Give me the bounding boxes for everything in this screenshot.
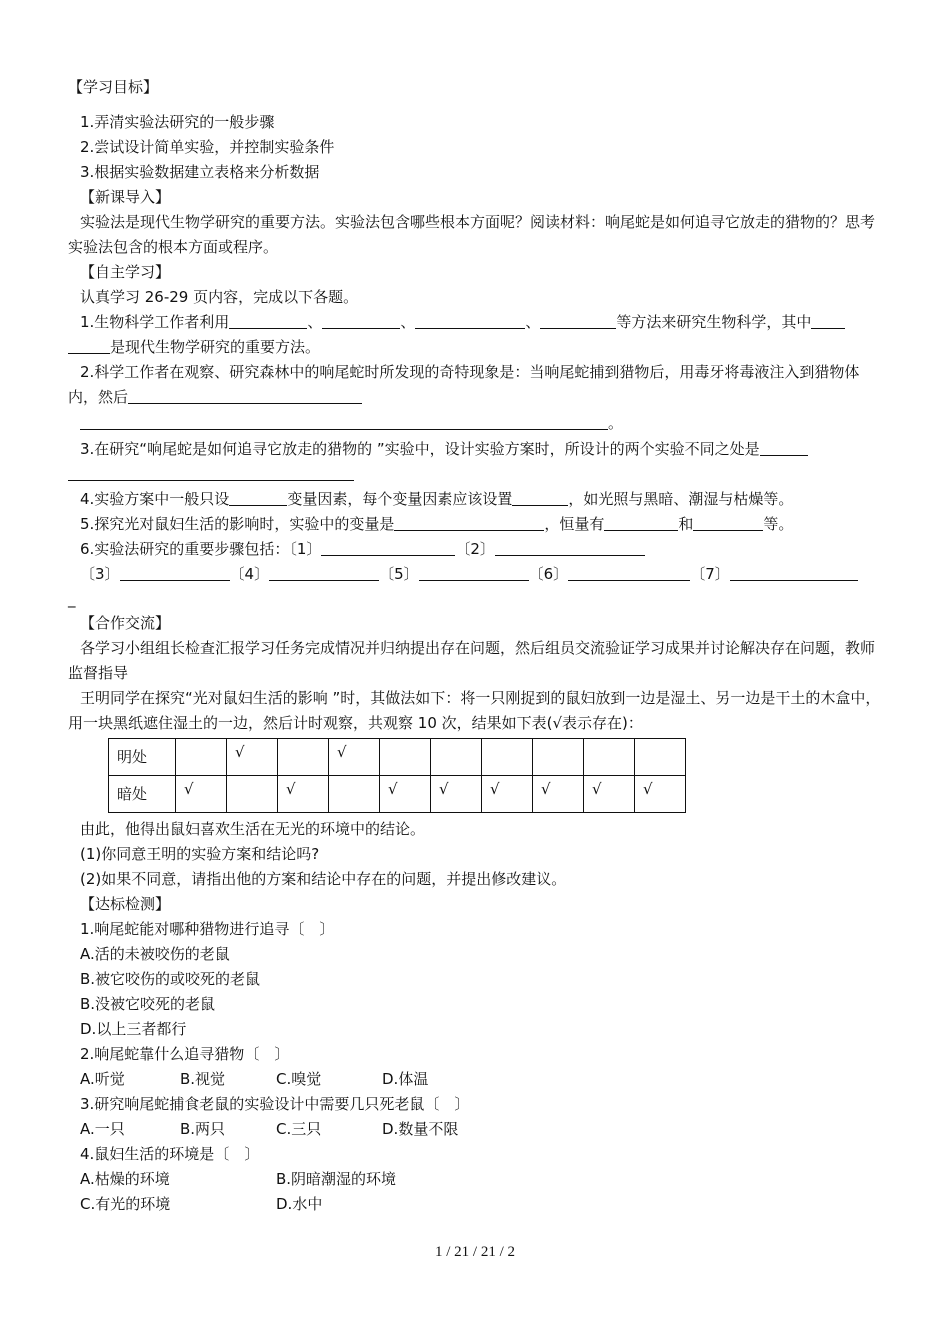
option[interactable]: B.没被它咬死的老鼠 [80,995,216,1013]
table-cell [176,739,227,776]
answer-blank[interactable] [760,439,808,456]
observation-table [108,738,686,813]
table-cell [329,776,380,813]
option[interactable]: D.数量不限 [382,1120,459,1138]
self-study-instruction: 认真学习 26-29 页内容，完成以下各题。 [80,288,359,306]
table-cell [482,739,533,776]
answer-blank[interactable] [604,514,678,531]
question-4: 4.实验方案中一般只设 变量因素，每个变量因素应该设置 ，如光照与黑暗、潮湿与枯燥等。 [80,490,794,508]
table-cell: √ [431,776,482,813]
test-question-4: 4.鼠妇生活的环境是〔 〕 [80,1145,260,1163]
table-cell [227,776,278,813]
table-cell [533,739,584,776]
answer-blank[interactable] [415,312,525,329]
coop-ask-1: (1)你同意王明的实验方案和结论吗? [80,845,320,863]
table-cell: √ [380,776,431,813]
table-cell: √ [584,776,635,813]
table-row [109,776,686,813]
answer-blank[interactable] [730,564,858,581]
question-3-cont [68,462,884,487]
question-6-tail: _ [68,590,76,608]
table-cell [380,739,431,776]
table-cell [584,739,635,776]
coop-text-2: 王明同学在探究“光对鼠妇生活的影响 ”时，其做法如下：将一只刚捉到的鼠妇放到一边是湿土、另一边是干土的木盒中，用一块黑纸遮住湿土的一边，然后计时观察，共观察 10 次，结果如下表(√表示存在)： [68,689,881,732]
question-1-cont: 是现代生物学研究的重要方法。 [68,335,884,360]
option[interactable]: D.以上三者都行 [80,1020,187,1038]
option[interactable]: C.三只 [276,1120,322,1138]
answer-blank[interactable] [321,539,455,556]
question-5: 5.探究光对鼠妇生活的影响时，实验中的变量是 ，恒量有 和 等。 [80,515,794,533]
table-cell: √ [635,776,686,813]
answer-blank[interactable] [811,312,845,329]
answer-blank[interactable] [568,564,690,581]
coop-heading: 【合作交流】 [80,614,171,632]
option[interactable]: B.两只 [180,1120,226,1138]
option[interactable]: B.视觉 [180,1070,226,1088]
goal-item: 2.尝试设计简单实验，并控制实验条件 [80,138,335,156]
test-question-2: 2.响尾蛇靠什么追寻猎物〔 〕 [80,1045,290,1063]
options-row [68,1067,884,1092]
option[interactable]: D.水中 [276,1195,323,1213]
table-cell: √ [482,776,533,813]
answer-blank[interactable] [693,514,763,531]
intro-text: 实验法是现代生物学研究的重要方法。实验法包含哪些根本方面呢？阅读材料：响尾蛇是如何追寻它放走的猎物的？思考实验法包含的根本方面或程序。 [68,213,876,256]
answer-blank[interactable] [495,539,645,556]
question-1: 1.生物科学工作者利用 、 、 、 等方法来研究生物科学，其中 [68,310,884,335]
goals-heading: 【学习目标】 [68,78,159,96]
question-3: 3.在研究“响尾蛇是如何追寻它放走的猎物的 ”实验中，设计实验方案时，所设计的两个实验不同之处是 [68,437,884,462]
table-cell: √ [227,739,278,776]
answer-blank[interactable] [419,564,529,581]
row-label: 暗处 [109,776,176,813]
answer-blank[interactable] [80,413,608,430]
page-number: 1 / 21 / 21 / 2 [434,1244,515,1260]
question-2: 2.科学工作者在观察、研究森林中的响尾蛇时所发现的奇特现象是：当响尾蛇捕到猎物后，用毒牙将毒液注入到猎物体内，然后 [68,363,860,406]
question-6: 6.实验法研究的重要步骤包括：〔1〕 〔2〕 [68,537,884,562]
row-label: 明处 [109,739,176,776]
answer-blank[interactable] [68,464,354,481]
question-2-cont: 。 [68,411,884,436]
options-row [68,1167,884,1192]
table-cell: √ [533,776,584,813]
intro-heading: 【新课导入】 [80,188,171,206]
answer-blank[interactable] [540,312,616,329]
table-cell: √ [176,776,227,813]
answer-blank[interactable] [322,312,400,329]
option[interactable]: A.枯燥的环境 [80,1170,170,1188]
self-study-heading: 【自主学习】 [80,263,171,281]
option[interactable]: B.被它咬伤的或咬死的老鼠 [80,970,261,988]
option[interactable]: C.嗅觉 [276,1070,322,1088]
answer-blank[interactable] [229,489,287,506]
options-row [68,1192,884,1217]
test-heading: 【达标检测】 [80,895,171,913]
answer-blank[interactable] [229,312,307,329]
option[interactable]: B.阴暗潮湿的环境 [276,1170,397,1188]
answer-blank[interactable] [269,564,379,581]
goal-item: 1.弄清实验法研究的一般步骤 [80,113,275,131]
table-cell: √ [329,739,380,776]
table-row [109,739,686,776]
table-cell [278,739,329,776]
table-cell: √ [278,776,329,813]
coop-conclusion: 由此，他得出鼠妇喜欢生活在无光的环境中的结论。 [80,820,426,838]
option[interactable]: A.听觉 [80,1070,125,1088]
coop-text-1: 各学习小组组长检查汇报学习任务完成情况并归纳提出存在问题，然后组员交流验证学习成果并讨论解决存在问题，教师监督指导 [68,639,876,682]
test-question-1: 1.响尾蛇能对哪种猎物进行追寻〔 〕 [80,920,335,938]
answer-blank[interactable] [120,564,230,581]
table-cell [431,739,482,776]
option[interactable]: A.活的未被咬伤的老鼠 [80,945,230,963]
option[interactable]: A.一只 [80,1120,125,1138]
answer-blank[interactable] [68,337,110,354]
option[interactable]: D.体温 [382,1070,429,1088]
option[interactable]: C.有光的环境 [80,1195,171,1213]
answer-blank[interactable] [128,387,362,404]
coop-ask-2: (2)如果不同意，请指出他的方案和结论中存在的问题，并提出修改建议。 [80,870,567,888]
answer-blank[interactable] [512,489,568,506]
test-question-3: 3.研究响尾蛇捕食老鼠的实验设计中需要几只死老鼠〔 〕 [80,1095,470,1113]
question-6-cont: 〔3〕 〔4〕 〔5〕 〔6〕 〔7〕 [68,562,884,587]
goal-item: 3.根据实验数据建立表格来分析数据 [80,163,320,181]
options-row [68,1117,884,1142]
table-cell [635,739,686,776]
answer-blank[interactable] [394,514,544,531]
